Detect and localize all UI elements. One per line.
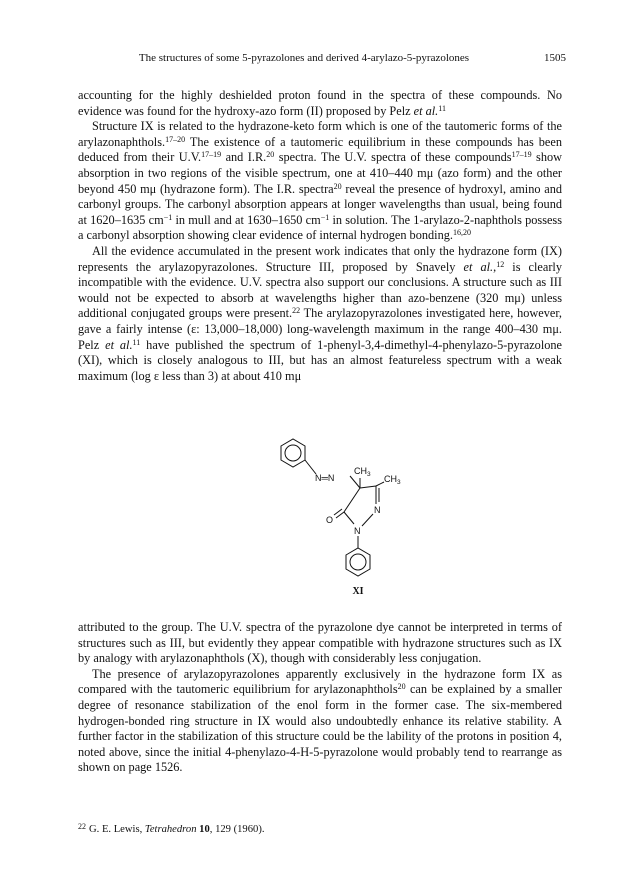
figure-label: XI	[352, 586, 364, 597]
footnote-marker: 22	[78, 822, 86, 831]
carbonyl-oxygen-label: O	[326, 515, 334, 525]
paragraph: accounting for the highly deshielded proton found in the spectra of these compounds. No evidence was found for the hydroxy-azo form (II) proposed by Pelz et al.$^{11}$	[78, 88, 562, 118]
ring-nitrogen-label: N	[374, 505, 381, 515]
paragraph: The presence of arylazopyrazolones apparently exclusively in the hydrazone form IX as compared with the tautomeric equilibrium for arylazonaphthols$^{20}$ can be explained by a smaller degree of resonance stabilization of the enol form in the former case. The six-membered hydrogen-bonded ring structure in IX would also undoubtedly enhance its relative stability. A further factor in the stabilization of this structure could be the lability of the protons in position 4, noted above, since the initial 4-phenylazo-4-H-5-pyrazolone would probably tend to rearrange as shown on page 1526.	[78, 666, 562, 775]
structure-xi-diagram	[268, 438, 408, 608]
running-head	[78, 52, 566, 64]
methyl-label-right: $CH_3$	[384, 474, 401, 486]
body-text-bottom	[78, 620, 562, 776]
body-text-top	[78, 88, 562, 384]
aromatic-circle-bottom	[350, 554, 366, 570]
footnote	[78, 820, 562, 836]
running-head-title: The structures of some 5-pyrazolones and derived 4-arylazo-5-pyrazolones	[138, 52, 470, 64]
chemical-structure-figure	[268, 438, 408, 608]
azo-label: N═N	[315, 473, 335, 483]
aromatic-circle-top	[285, 445, 301, 461]
paragraph: attributed to the group. The U.V. spectra of the pyrazolone dye cannot be interpreted in terms of structures such as III, but evidently they appear compatible with hydrazone structures such as IX by analogy with arylazonaphthols (X), though with considerably less conjugation.	[78, 620, 562, 666]
footnote-text: G. E. Lewis, Tetrahedron 10, 129 (1960).	[89, 824, 265, 835]
methyl-label-top: $CH_3$	[354, 466, 371, 478]
paragraph: All the evidence accumulated in the present work indicates that only the hydrazone form (IX) represents the arylazopyrazolones. Structure III, proposed by Snavely et al.,$^{12}$ is clearly incompatible with the evidence. U.V. spectra also support our conclusions. A structure such as III would not be expected to absorb at wavelengths higher than azo-benzene (320 mμ) unless additional conjugated groups were present.$^{22}$ The arylazopyrazolones investigated here, however, gave a fairly intense (ε: 13,000–18,000) long-wavelength maximum in the range 400–430 mμ. Pelz et al.$^{11}$ have published the spectrum of 1-phenyl-3,4-dimethyl-4-phenylazo-5-pyrazolone (XI), which is closely analogous to III, but has an almost featureless spectrum with a weak maximum (log ε less than 3) at about 410 mμ	[78, 243, 562, 383]
paragraph: Structure IX is related to the hydrazone-keto form which is one of the tautomeric forms of the arylazonaphthols.$^{17-20}$ The existence of a tautomeric equilibrium in these compounds has been deduced from their U.V.$^{17-19}$ and I.R.$^{20}$ spectra. The U.V. spectra of these compounds$^{17-19}$ show absorption in two regions of the visible spectrum, one at 410–440 mμ (azo form) and the other beyond 450 mμ (hydrazone form). The I.R. spectra$^{20}$ reveal the presence of hydroxyl, amino and carbonyl groups. The carbonyl absorption appears at longer wavelengths than usual, being found at 1620–1635 $cm^{-1}$ in mull and at 1630–1650 $cm^{-1}$ in solution. The 1-arylazo-2-naphthols possess a carbonyl absorption showing clear evidence of internal hydrogen bonding.$^{16,20}$	[78, 119, 563, 243]
page-number: 1505	[544, 52, 566, 64]
ring-nitrogen-label: N	[354, 526, 361, 536]
